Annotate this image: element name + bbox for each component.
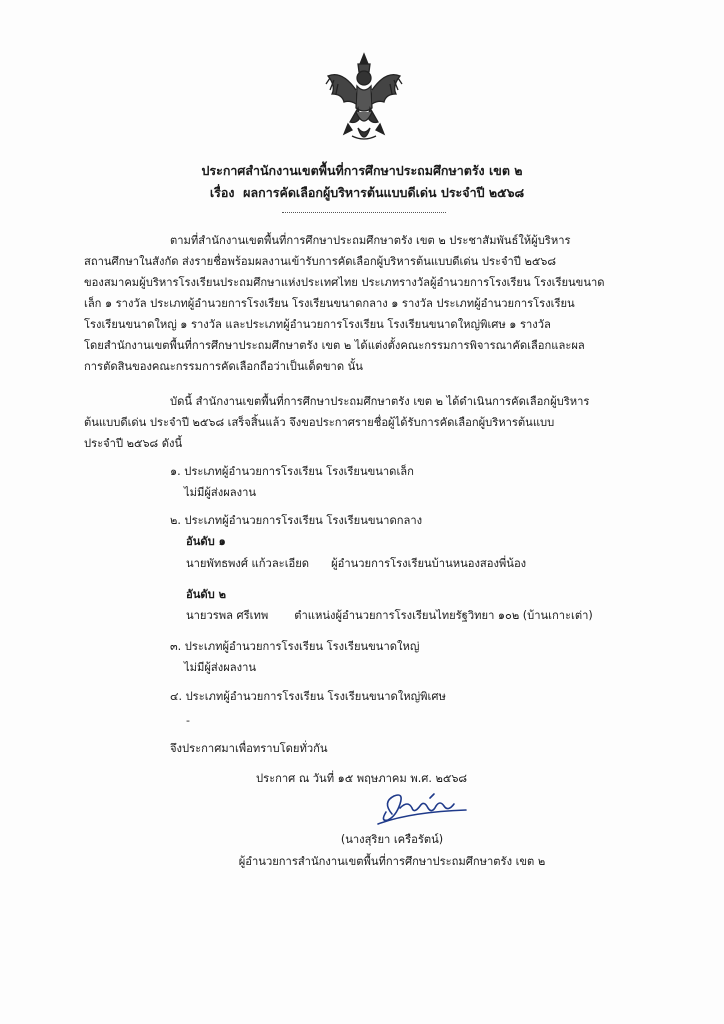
announcement-title: ประกาศสำนักงานเขตพื้นที่การศึกษาประถมศึกษาตรัง เขต ๒ xyxy=(201,163,523,178)
intro-line: การตัดสินของคณะกรรมการคัดเลือกถือว่าเป็นเด็ดขาด นั้น xyxy=(84,360,363,373)
signature-icon xyxy=(370,784,480,830)
subject-text: ผลการคัดเลือกผู้บริหารต้นแบบดีเด่น ประจำปี ๒๕๖๘ xyxy=(243,185,525,200)
rank-1-name: นายพัทธพงศ์ แก้วละเอียด xyxy=(186,557,310,570)
category-label: ๓. ประเภทผู้อำนวยการโรงเรียน โรงเรียนขนาดใหญ่ xyxy=(170,640,420,653)
rank-2-label: อันดับ ๒ xyxy=(186,588,227,601)
category-note: ไม่มีผู้ส่งผลงาน xyxy=(184,661,257,674)
closing-text: จึงประกาศมาเพื่อทราบโดยทั่วกัน xyxy=(170,742,328,755)
document-header xyxy=(0,160,724,204)
rank-1-position: ผู้อำนวยการโรงเรียนบ้านหนองสองพี่น้อง xyxy=(331,557,527,570)
signer-position: ผู้อำนวยการสำนักงานเขตพื้นที่การศึกษาประถมศึกษาตรัง เขต ๒ xyxy=(238,855,546,868)
category-label: ๑. ประเภทผู้อำนวยการโรงเรียน โรงเรียนขนาดเล็ก xyxy=(170,465,414,478)
rank-2-entry xyxy=(186,605,593,626)
rank-2-name: นายวรพล ศรีเทพ xyxy=(186,609,269,622)
subject-label: เรื่อง xyxy=(209,185,235,200)
header-divider xyxy=(282,212,446,213)
category-small xyxy=(170,461,414,503)
category-label: ๒. ประเภทผู้อำนวยการโรงเรียน โรงเรียนขนาดกลาง xyxy=(170,514,423,527)
announcement-subject-line xyxy=(0,182,724,204)
intro-line: โรงเรียนขนาดใหญ่ ๑ รางวัล และประเภทผู้อำนวยการโรงเรียน โรงเรียนขนาดใหญ่พิเศษ ๑ รางวัล xyxy=(84,318,551,331)
intro-line: โดยสำนักงานเขตพื้นที่การศึกษาประถมศึกษาตรัง เขต ๒ ได้แต่งตั้งคณะกรรมการพิจารณาคัดเลือกและผล xyxy=(84,339,585,352)
result-line: ประจำปี ๒๕๖๘ ดังนี้ xyxy=(84,437,183,450)
rank-2-position: ตำแหน่งผู้อำนวยการโรงเรียนไทยรัฐวิทยา ๑๐๒ (บ้านเกาะเต่า) xyxy=(294,609,593,622)
intro-line: สถานศึกษาในสังกัด ส่งรายชื่อพร้อมผลงานเข้ารับการคัดเลือกผู้บริหารต้นแบบดีเด่น ประจำปี ๒๕๖๘ xyxy=(84,255,557,268)
category-extra-large xyxy=(170,686,446,707)
intro-line: ตามที่สำนักงานเขตพื้นที่การศึกษาประถมศึกษาตรัง เขต ๒ ประชาสัมพันธ์ให้ผู้บริหาร xyxy=(170,234,571,247)
garuda-emblem-icon xyxy=(322,50,406,148)
signer-block xyxy=(0,829,724,873)
category-label: ๔. ประเภทผู้อำนวยการโรงเรียน โรงเรียนขนาดใหญ่พิเศษ xyxy=(170,690,446,703)
category-large xyxy=(170,636,419,678)
intro-line: เล็ก ๑ รางวัล ประเภทผู้อำนวยการโรงเรียน โรงเรียนขนาดกลาง ๑ รางวัล ประเภทผู้อำนวยการโรงเรียน xyxy=(84,297,575,310)
intro-line: ของสมาคมผู้บริหารโรงเรียนประถมศึกษาแห่งประเทศไทย ประเภทรางวัลผู้อำนวยการโรงเรียน โรงเรียนขนาด xyxy=(84,276,605,289)
result-paragraph xyxy=(84,391,644,454)
rank-1-entry xyxy=(186,553,526,574)
result-line: บัดนี้ สำนักงานเขตพื้นที่การศึกษาประถมศึกษาตรัง เขต ๒ ได้ดำเนินการคัดเลือกผู้บริหาร xyxy=(170,395,590,408)
rank-1-label: อันดับ ๑ xyxy=(186,535,226,548)
intro-paragraph xyxy=(84,230,644,377)
announcement-date: ประกาศ ณ วันที่ ๑๕ พฤษภาคม พ.ศ. ๒๕๖๘ xyxy=(256,772,468,785)
category-note: - xyxy=(186,714,190,727)
category-note: ไม่มีผู้ส่งผลงาน xyxy=(184,486,257,499)
result-line: ต้นแบบดีเด่น ประจำปี ๒๕๖๘ เสร็จสิ้นแล้ว จึงขอประกาศรายชื่อผู้ได้รับการคัดเลือกผู้บริหารต้นแบบ xyxy=(84,416,555,429)
category-medium xyxy=(170,510,422,531)
signer-name: (นางสุริยา เครือรัตน์) xyxy=(340,833,444,846)
